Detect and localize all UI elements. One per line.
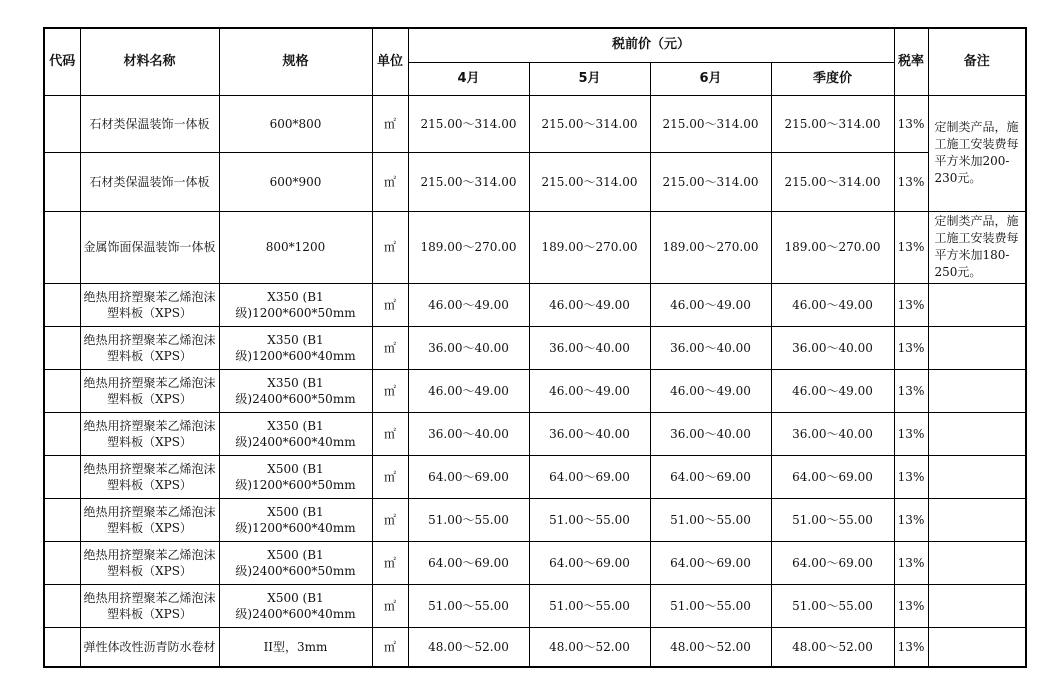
spec-cell: X500 (B1级)2400*600*50mm: [219, 541, 372, 584]
price-june-cell: 36.00～40.00: [650, 326, 771, 369]
price-season-cell: 51.00～55.00: [771, 498, 894, 541]
price-april-cell: 46.00～49.00: [408, 369, 529, 412]
material-name-cell: 金属饰面保温装饰一体板: [80, 211, 219, 283]
price-may-cell: 189.00～270.00: [529, 211, 650, 283]
header-unit: 单位: [372, 28, 408, 95]
spec-cell: X350 (B1级)2400*600*40mm: [219, 412, 372, 455]
spec-cell: X350 (B1级)1200*600*50mm: [219, 283, 372, 326]
price-june-cell: 215.00～314.00: [650, 152, 771, 211]
tax-rate-cell: 13%: [894, 498, 928, 541]
price-may-cell: 36.00～40.00: [529, 326, 650, 369]
header-pretax-price: 税前价（元）: [408, 28, 894, 62]
material-name-cell: 绝热用挤塑聚苯乙烯泡沫塑料板（XPS）: [80, 369, 219, 412]
spec-cell: 600*900: [219, 152, 372, 211]
tax-rate-cell: 13%: [894, 455, 928, 498]
note-cell: [928, 455, 1026, 498]
tax-rate-cell: 13%: [894, 627, 928, 667]
price-season-cell: 215.00～314.00: [771, 95, 894, 152]
price-may-cell: 64.00～69.00: [529, 455, 650, 498]
price-june-cell: 51.00～55.00: [650, 584, 771, 627]
spec-cell: 600*800: [219, 95, 372, 152]
price-season-cell: 36.00～40.00: [771, 326, 894, 369]
material-name-cell: 绝热用挤塑聚苯乙烯泡沫塑料板（XPS）: [80, 498, 219, 541]
price-season-cell: 46.00～49.00: [771, 283, 894, 326]
code-cell: [44, 541, 80, 584]
spec-cell: X500 (B1级)2400*600*40mm: [219, 584, 372, 627]
price-june-cell: 46.00～49.00: [650, 369, 771, 412]
unit-cell: ㎡: [372, 326, 408, 369]
unit-cell: ㎡: [372, 627, 408, 667]
tax-rate-cell: 13%: [894, 152, 928, 211]
price-april-cell: 64.00～69.00: [408, 541, 529, 584]
note-cell: [928, 498, 1026, 541]
material-name-cell: 绝热用挤塑聚苯乙烯泡沫塑料板（XPS）: [80, 283, 219, 326]
price-april-cell: 51.00～55.00: [408, 498, 529, 541]
price-may-cell: 48.00～52.00: [529, 627, 650, 667]
header-may: 5月: [529, 62, 650, 95]
price-season-cell: 189.00～270.00: [771, 211, 894, 283]
price-april-cell: 215.00～314.00: [408, 152, 529, 211]
price-april-cell: 46.00～49.00: [408, 283, 529, 326]
note-cell: [928, 369, 1026, 412]
spec-cell: X350 (B1级)1200*600*40mm: [219, 326, 372, 369]
tax-rate-cell: 13%: [894, 369, 928, 412]
price-april-cell: 48.00～52.00: [408, 627, 529, 667]
material-name-cell: 绝热用挤塑聚苯乙烯泡沫塑料板（XPS）: [80, 541, 219, 584]
price-april-cell: 215.00～314.00: [408, 95, 529, 152]
unit-cell: ㎡: [372, 541, 408, 584]
unit-cell: ㎡: [372, 498, 408, 541]
unit-cell: ㎡: [372, 369, 408, 412]
price-may-cell: 46.00～49.00: [529, 369, 650, 412]
unit-cell: ㎡: [372, 95, 408, 152]
tax-rate-cell: 13%: [894, 584, 928, 627]
price-may-cell: 51.00～55.00: [529, 498, 650, 541]
table-row: [44, 152, 1026, 211]
price-may-cell: 46.00～49.00: [529, 283, 650, 326]
price-april-cell: 36.00～40.00: [408, 326, 529, 369]
price-season-cell: 48.00～52.00: [771, 627, 894, 667]
price-june-cell: 215.00～314.00: [650, 95, 771, 152]
tax-rate-cell: 13%: [894, 95, 928, 152]
price-june-cell: 36.00～40.00: [650, 412, 771, 455]
code-cell: [44, 326, 80, 369]
material-name-cell: 石材类保温装饰一体板: [80, 95, 219, 152]
tax-rate-cell: 13%: [894, 211, 928, 283]
spec-cell: II型，3mm: [219, 627, 372, 667]
code-cell: [44, 455, 80, 498]
table-row: [44, 326, 1026, 369]
table-row: [44, 369, 1026, 412]
unit-cell: ㎡: [372, 152, 408, 211]
price-april-cell: 64.00～69.00: [408, 455, 529, 498]
price-season-cell: 46.00～49.00: [771, 369, 894, 412]
table-row: [44, 498, 1026, 541]
tax-rate-cell: 13%: [894, 412, 928, 455]
price-april-cell: 36.00～40.00: [408, 412, 529, 455]
price-season-cell: 64.00～69.00: [771, 455, 894, 498]
material-price-table: [43, 27, 1027, 668]
header-june: 6月: [650, 62, 771, 95]
table-row: [44, 412, 1026, 455]
tax-rate-cell: 13%: [894, 283, 928, 326]
price-season-cell: 64.00～69.00: [771, 541, 894, 584]
table-row: [44, 455, 1026, 498]
price-season-cell: 51.00～55.00: [771, 584, 894, 627]
note-cell: [928, 283, 1026, 326]
price-may-cell: 215.00～314.00: [529, 95, 650, 152]
header-season: 季度价: [771, 62, 894, 95]
note-cell-metal: 定制类产品，施工施工安装费每平方米加180-250元。: [928, 211, 1026, 283]
price-june-cell: 189.00～270.00: [650, 211, 771, 283]
spec-cell: X500 (B1级)1200*600*50mm: [219, 455, 372, 498]
price-may-cell: 36.00～40.00: [529, 412, 650, 455]
price-may-cell: 215.00～314.00: [529, 152, 650, 211]
price-april-cell: 189.00～270.00: [408, 211, 529, 283]
table-row: [44, 541, 1026, 584]
price-season-cell: 215.00～314.00: [771, 152, 894, 211]
tax-rate-cell: 13%: [894, 541, 928, 584]
code-cell: [44, 283, 80, 326]
price-may-cell: 51.00～55.00: [529, 584, 650, 627]
price-june-cell: 48.00～52.00: [650, 627, 771, 667]
code-cell: [44, 498, 80, 541]
unit-cell: ㎡: [372, 283, 408, 326]
unit-cell: ㎡: [372, 584, 408, 627]
header-code: 代码: [44, 28, 80, 95]
note-cell-stone: 定制类产品，施工施工安装费每平方米加200-230元。: [928, 95, 1026, 211]
code-cell: [44, 369, 80, 412]
code-cell: [44, 412, 80, 455]
spec-cell: X350 (B1级)2400*600*50mm: [219, 369, 372, 412]
header-spec: 规格: [219, 28, 372, 95]
material-name-cell: 绝热用挤塑聚苯乙烯泡沫塑料板（XPS）: [80, 455, 219, 498]
note-cell: [928, 584, 1026, 627]
header-tax-rate: 税率: [894, 28, 928, 95]
table-row: [44, 95, 1026, 152]
price-april-cell: 51.00～55.00: [408, 584, 529, 627]
price-june-cell: 64.00～69.00: [650, 541, 771, 584]
table-row: [44, 283, 1026, 326]
price-june-cell: 46.00～49.00: [650, 283, 771, 326]
code-cell: [44, 627, 80, 667]
material-name-cell: 绝热用挤塑聚苯乙烯泡沫塑料板（XPS）: [80, 412, 219, 455]
material-name-cell: 石材类保温装饰一体板: [80, 152, 219, 211]
code-cell: [44, 152, 80, 211]
material-name-cell: 绝热用挤塑聚苯乙烯泡沫塑料板（XPS）: [80, 584, 219, 627]
price-may-cell: 64.00～69.00: [529, 541, 650, 584]
code-cell: [44, 95, 80, 152]
header-note: 备注: [928, 28, 1026, 95]
header-material-name: 材料名称: [80, 28, 219, 95]
price-season-cell: 36.00～40.00: [771, 412, 894, 455]
unit-cell: ㎡: [372, 211, 408, 283]
note-cell: [928, 627, 1026, 667]
spec-cell: X500 (B1级)1200*600*40mm: [219, 498, 372, 541]
price-june-cell: 51.00～55.00: [650, 498, 771, 541]
price-june-cell: 64.00～69.00: [650, 455, 771, 498]
material-name-cell: 弹性体改性沥青防水卷材: [80, 627, 219, 667]
spec-cell: 800*1200: [219, 211, 372, 283]
note-cell: [928, 541, 1026, 584]
unit-cell: ㎡: [372, 455, 408, 498]
table-row: [44, 211, 1026, 283]
header-april: 4月: [408, 62, 529, 95]
unit-cell: ㎡: [372, 412, 408, 455]
note-cell: [928, 326, 1026, 369]
code-cell: [44, 211, 80, 283]
table-row: [44, 627, 1026, 667]
table-row: [44, 584, 1026, 627]
tax-rate-cell: 13%: [894, 326, 928, 369]
price-list-page: [43, 27, 1025, 668]
material-name-cell: 绝热用挤塑聚苯乙烯泡沫塑料板（XPS）: [80, 326, 219, 369]
note-cell: [928, 412, 1026, 455]
code-cell: [44, 584, 80, 627]
